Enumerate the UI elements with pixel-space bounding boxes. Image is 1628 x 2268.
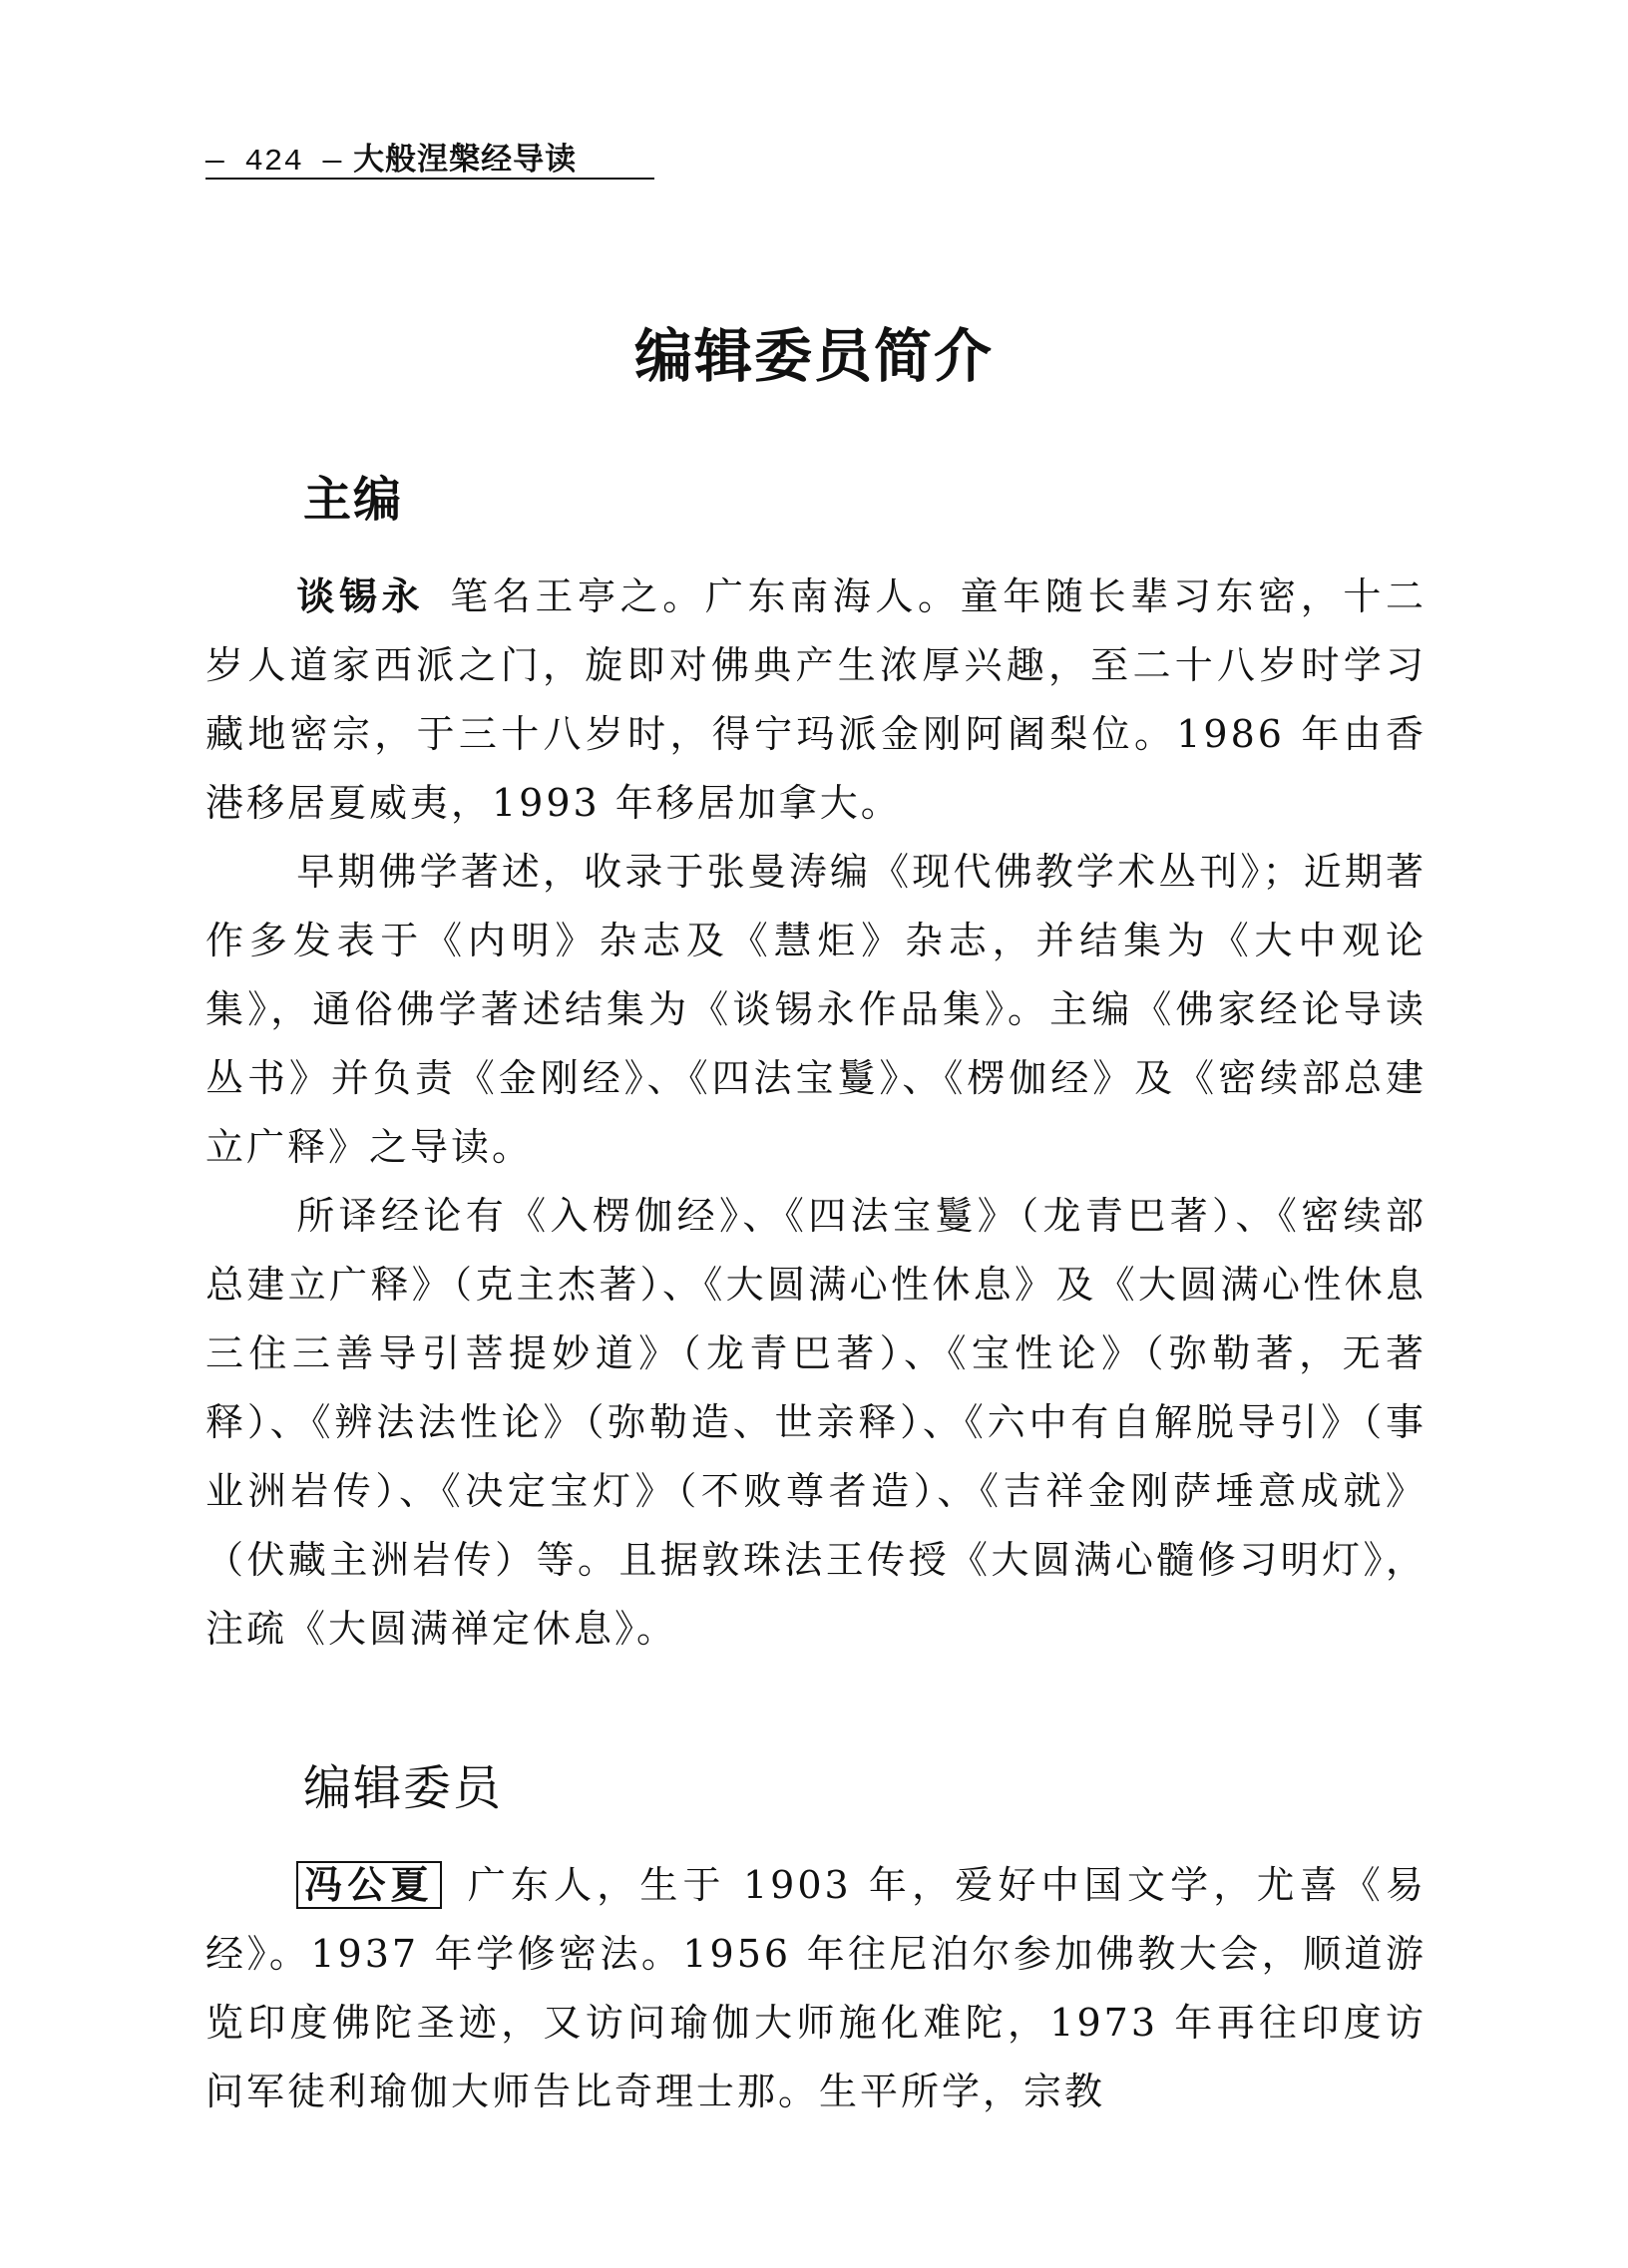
section-heading-editorial-board: 编辑委员 [303, 1760, 504, 1816]
bio-text: 广东人，生于 1903 年，爱好中国文学，尤喜《易经》。1937 年学修密法。1956 年往尼泊尔参加佛教大会，顺道游览印度佛陀圣迹，又访问瑜伽大师施化难陀，1973 年再往印度访问军徒利瑜伽大师告比奇理士那。生平所学，宗教 [205, 1863, 1426, 2113]
header-rule [205, 178, 654, 180]
section-heading-chief-editor: 主编 [303, 472, 404, 528]
running-head [205, 134, 577, 180]
bio-paragraph: 早期佛学著述，收录于张曼涛编《现代佛教学术丛刊》；近期著作多发表于《内明》杂志及《慧炬》杂志，并结集为《大中观论集》，通俗佛学著述结集为《谈锡永作品集》。主编《佛家经论导读丛书》并负责《金刚经》、《四法宝鬘》、《楞伽经》及《密续部总建立广释》之导读。 [205, 850, 1426, 1169]
book-title: 大般涅槃经导读 [353, 142, 578, 178]
page-title: 编辑委员简介 [633, 322, 994, 390]
page-number: — 424 — [205, 145, 343, 180]
bio-text: 笔名王亭之。广东南海人。童年随长辈习东密，十二岁人道家西派之门，旋即对佛典产生浓厚兴趣，至二十八岁时学习藏地密宗，于三十八岁时，得宁玛派金刚阿阇梨位。1986 年由香港移居夏威夷，1993 年移居加拿大。 [205, 574, 1426, 825]
person-name-boxed: 冯公夏 [296, 1861, 442, 1909]
editor-bio [205, 1851, 1426, 2126]
bio-paragraph [205, 1851, 1426, 2126]
chief-editor-bio [205, 563, 1426, 1664]
person-name: 谈锡永 [296, 574, 425, 618]
bio-paragraph [205, 563, 1426, 838]
bio-paragraph: 所译经论有《入楞伽经》、《四法宝鬘》（龙青巴著）、《密续部总建立广释》（克主杰著）、《大圆满心性休息》及《大圆满心性休息三住三善导引菩提妙道》（龙青巴著）、《宝性论》（弥勒著，无著释）、《辨法法性论》（弥勒造、世亲释）、《六中有自解脱导引》（事业洲岩传）、《决定宝灯》（不败尊者造）、《吉祥金刚萨埵意成就》（伏藏主洲岩传）等。且据敦珠法王传授《大圆满心髓修习明灯》，注疏《大圆满禅定休息》。 [205, 1194, 1426, 1651]
